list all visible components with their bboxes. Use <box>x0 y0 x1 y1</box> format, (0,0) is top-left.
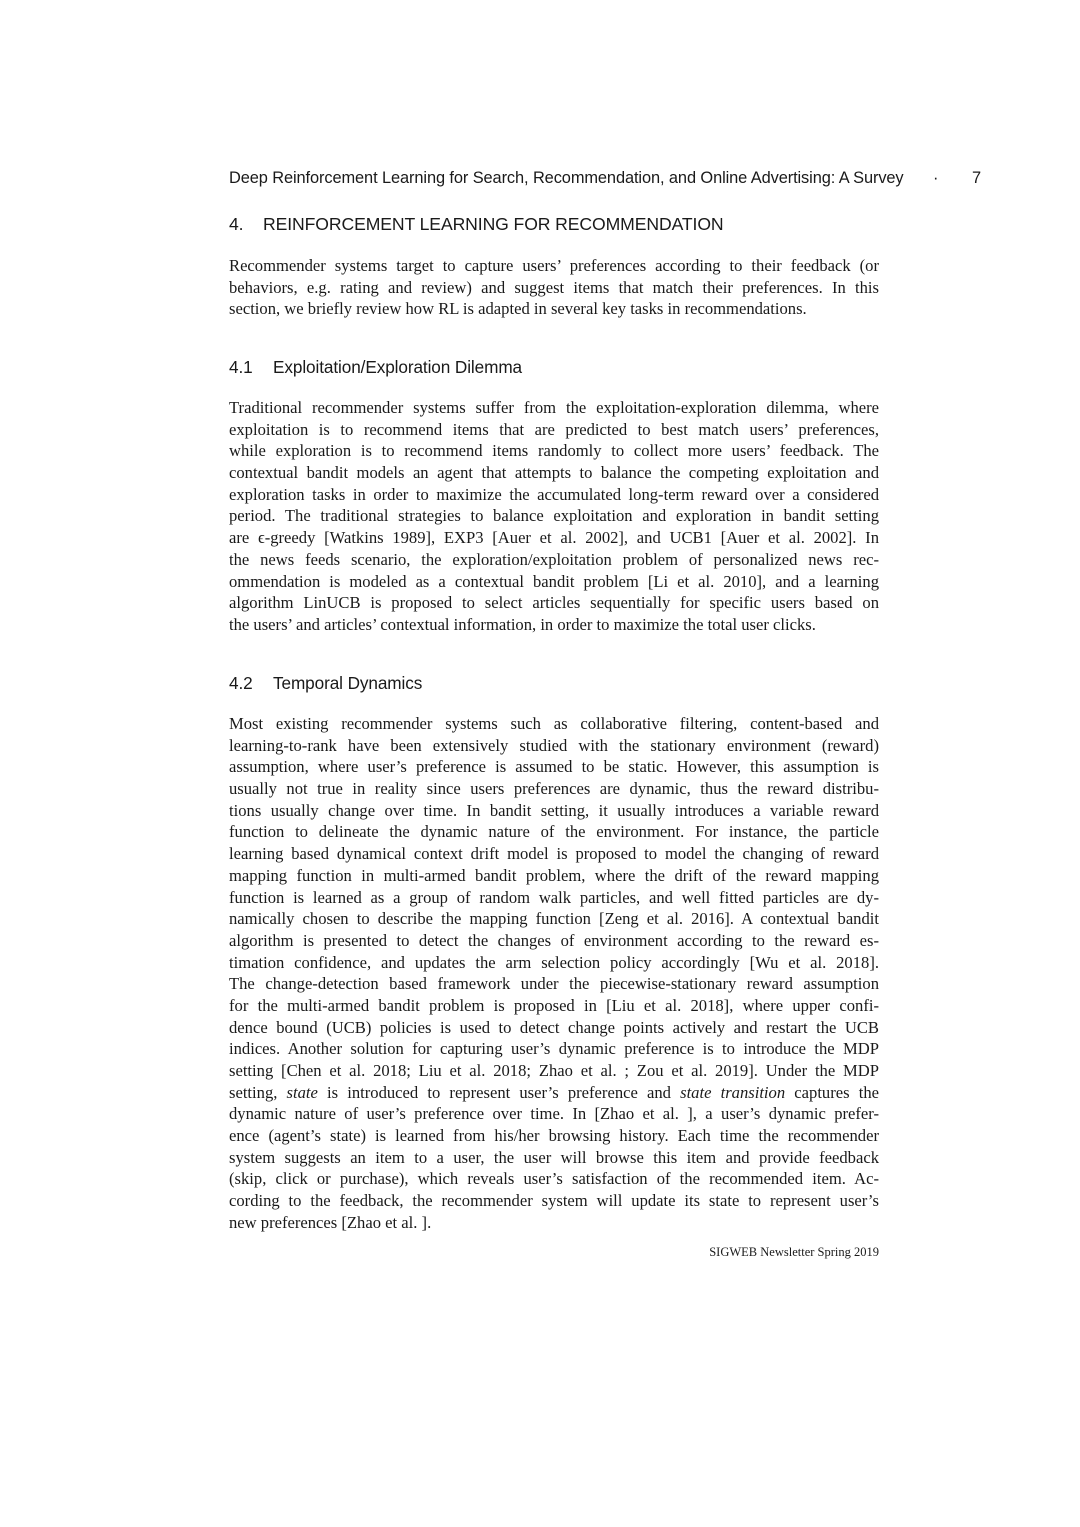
emphasis-state: state <box>286 1082 318 1102</box>
subsection-title: Temporal Dynamics <box>273 673 423 693</box>
paragraph-line: algorithm is presented to detect the changes of environment according to the reward es- <box>229 930 879 950</box>
paragraph-line: contextual bandit models an agent that attempts to balance the competing exploitation and <box>229 463 879 483</box>
paragraph-line: (skip, click or purchase), which reveals user’s satisfaction of the recommended item. Ac- <box>229 1169 879 1189</box>
section-number: 4. <box>229 214 244 234</box>
paragraph-line: exploration tasks in order to maximize the accumulated long-term reward over a considered <box>229 484 879 504</box>
paragraph-line: assumption, where user’s preference is assumed to be static. However, this assumption is <box>229 757 879 777</box>
paragraph-line: the users’ and articles’ contextual information, in order to maximize the total user clicks. <box>229 614 816 634</box>
paragraph-line: usually not true in reality since users preferences are dynamic, thus the reward distribu- <box>229 779 879 799</box>
paragraph-line: namically chosen to describe the mapping function [Zeng et al. 2016]. A contextual bandit <box>229 909 879 929</box>
paragraph-line: period. The traditional strategies to balance exploitation and exploration in bandit setting <box>229 506 879 526</box>
section-intro-paragraph <box>229 255 879 320</box>
paragraph-line: Most existing recommender systems such as collaborative filtering, content-based and <box>229 714 879 733</box>
paragraph-line: tions usually change over time. In bandit setting, it usually introduces a variable reward <box>229 800 879 820</box>
paragraph-line: Traditional recommender systems suffer from the exploitation-exploration dilemma, where <box>229 398 879 417</box>
subsection-4-1-paragraph <box>229 397 879 636</box>
paragraph-line: Recommender systems target to capture users’ preferences according to their feedback (or <box>229 256 879 275</box>
paragraph-line: setting [Chen et al. 2018; Liu et al. 2018; Zhao et al. ; Zou et al. 2019]. Under the MDP <box>229 1061 879 1080</box>
text-segment: is introduced to represent user’s preference and <box>317 1082 681 1102</box>
page-footer: SIGWEB Newsletter Spring 2019 <box>709 1245 879 1259</box>
paragraph-line: The change-detection based framework under the piecewise-stationary reward assumption <box>229 974 879 994</box>
subsection-heading-4-2 <box>229 673 422 694</box>
paragraph-line: section, we briefly review how RL is adapted in several key tasks in recommendations. <box>229 299 807 319</box>
text-segment: captures the <box>785 1082 879 1102</box>
paragraph-line: function to delineate the dynamic nature of the environment. For instance, the particle <box>229 822 879 842</box>
subsection-4-2-paragraph <box>229 713 879 1234</box>
subsection-title: Exploitation/Exploration Dilemma <box>273 357 522 377</box>
running-title: Deep Reinforcement Learning for Search, Recommendation, and Online Advertising: A Survey <box>229 169 904 187</box>
section-heading <box>229 214 724 235</box>
paragraph-line: while exploration is to recommend items randomly to collect more users’ feedback. The <box>229 441 879 461</box>
paragraph-line: learning-to-rank have been extensively studied with the stationary environment (reward) <box>229 735 879 755</box>
text-segment: setting, <box>229 1082 287 1102</box>
paragraph-line: function is learned as a group of random walk particles, and well fitted particles are dy- <box>229 887 879 907</box>
paragraph-line: cording to the feedback, the recommender system will update its state to represent user’s <box>229 1191 879 1211</box>
paragraph-line-with-emphasis <box>229 1082 879 1104</box>
section-title: REINFORCEMENT LEARNING FOR RECOMMENDATION <box>263 214 724 234</box>
paragraph-line: system suggests an item to a user, the user will browse this item and provide feedback <box>229 1147 879 1167</box>
paragraph-line: ence (agent’s state) is learned from his/her browsing history. Each time the recommender <box>229 1126 879 1146</box>
subsection-heading-4-1 <box>229 357 522 378</box>
page-number: 7 <box>971 169 981 187</box>
paragraph-line: new preferences [Zhao et al. ]. <box>229 1212 432 1232</box>
paragraph-line: mapping function in multi-armed bandit problem, where the drift of the reward mapping <box>229 865 879 885</box>
header-separator: · <box>933 169 939 187</box>
paragraph-line: ommendation is modeled as a contextual bandit problem [Li et al. 2010], and a learning <box>229 571 879 591</box>
emphasis-state-transition: state transition <box>680 1082 786 1102</box>
paragraph-line: indices. Another solution for capturing user’s dynamic preference is to introduce the MDP <box>229 1039 879 1059</box>
paragraph-line: timation confidence, and updates the arm selection policy accordingly [Wu et al. 2018]. <box>229 952 879 972</box>
paragraph-line: are ϵ-greedy [Watkins 1989], EXP3 [Auer et al. 2002], and UCB1 [Auer et al. 2002]. In <box>229 528 879 548</box>
paragraph-line: the news feeds scenario, the exploration/exploitation problem of personalized news rec- <box>229 549 879 569</box>
paragraph-line: for the multi-armed bandit problem is proposed in [Liu et al. 2018], where upper confi- <box>229 995 879 1015</box>
paragraph-line: learning based dynamical context drift model is proposed to model the changing of reward <box>229 844 879 864</box>
paragraph-line: exploitation is to recommend items that are predicted to best match users’ preferences, <box>229 419 879 439</box>
paragraph-line: dynamic nature of user’s preference over time. In [Zhao et al. ], a user’s dynamic prefer- <box>229 1104 879 1124</box>
running-header <box>229 169 981 191</box>
subsection-number: 4.1 <box>229 357 253 377</box>
paragraph-line: algorithm LinUCB is proposed to select articles sequentially for specific users based on <box>229 593 879 613</box>
paragraph-line: dence bound (UCB) policies is used to detect change points actively and restart the UCB <box>229 1017 879 1037</box>
subsection-number: 4.2 <box>229 673 253 693</box>
paragraph-line: behaviors, e.g. rating and review) and suggest items that match their preferences. In this <box>229 277 879 297</box>
